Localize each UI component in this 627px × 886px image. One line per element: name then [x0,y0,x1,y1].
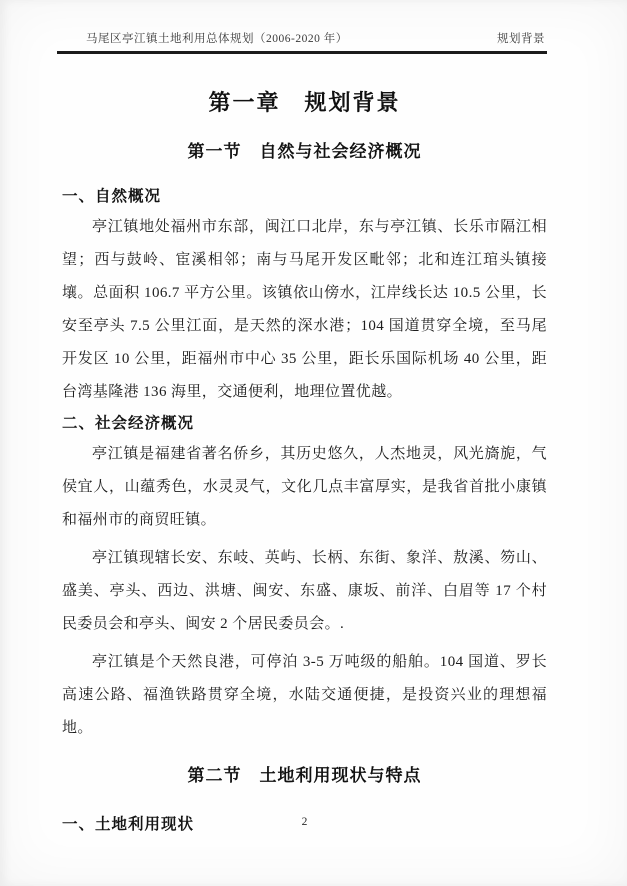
page-header [62,30,547,46]
paragraph-socioeconomic-3: 亭江镇是个天然良港，可停泊 3-5 万吨级的船舶。104 国道、罗长高速公路、福渔铁路贯穿全境，水陆交通便捷，是投资兴业的理想福地。 [62,654,547,736]
heading-socioeconomic-overview: 二、社会经济概况 [62,415,195,432]
paragraph-socioeconomic-1: 亭江镇是福建省著名侨乡，其历史悠久，人杰地灵，风光旖旎，气侯宜人，山蕴秀色，水灵灵气，文化几点丰富厚实，是我省首批小康镇和福州市的商贸旺镇。 [62,446,547,528]
section-1-title: 第一节 自然与社会经济概况 [187,142,422,161]
heading-landuse-status: 一、土地利用现状 [62,816,195,833]
paragraph-natural-overview: 亭江镇地处福州市东部，闽江口北岸，东与亭江镇、长乐市隔江相望；西与鼓岭、宦溪相邻；南与马尾开发区毗邻；北和连江琯头镇接壤。总面积 106.7 平方公里。该镇依山傍水，江岸线长达 10.5 公里，长安至亭头 7.5 公里江面，是天然的深水港；104 国道贯穿全境，至马尾开发区 10 公里，距福州市中心 35 公里，距长乐国际机场 40 公里，距台湾基隆港 136 海里，交通便利，地理位置优越。 [62,219,547,400]
paragraph-socioeconomic-2: 亭江镇现辖长安、东岐、英屿、长柄、东街、象洋、敖溪、笏山、盛美、亭头、西边、洪塘、闽安、东盛、康坂、前洋、白眉等 17 个村民委员会和亭头、闽安 2 个居民委员会。. [62,550,547,632]
header-right-section: 规划背景 [497,33,545,45]
heading-natural-overview: 一、自然概况 [62,188,162,205]
section-2-title: 第二节 土地利用现状与特点 [187,766,422,785]
page-number: 2 [301,816,308,828]
header-divider [57,51,547,54]
header-left-title: 马尾区亭江镇土地利用总体规划（2006-2020 年） [86,33,348,45]
chapter-title: 第一章 规划背景 [208,90,401,115]
